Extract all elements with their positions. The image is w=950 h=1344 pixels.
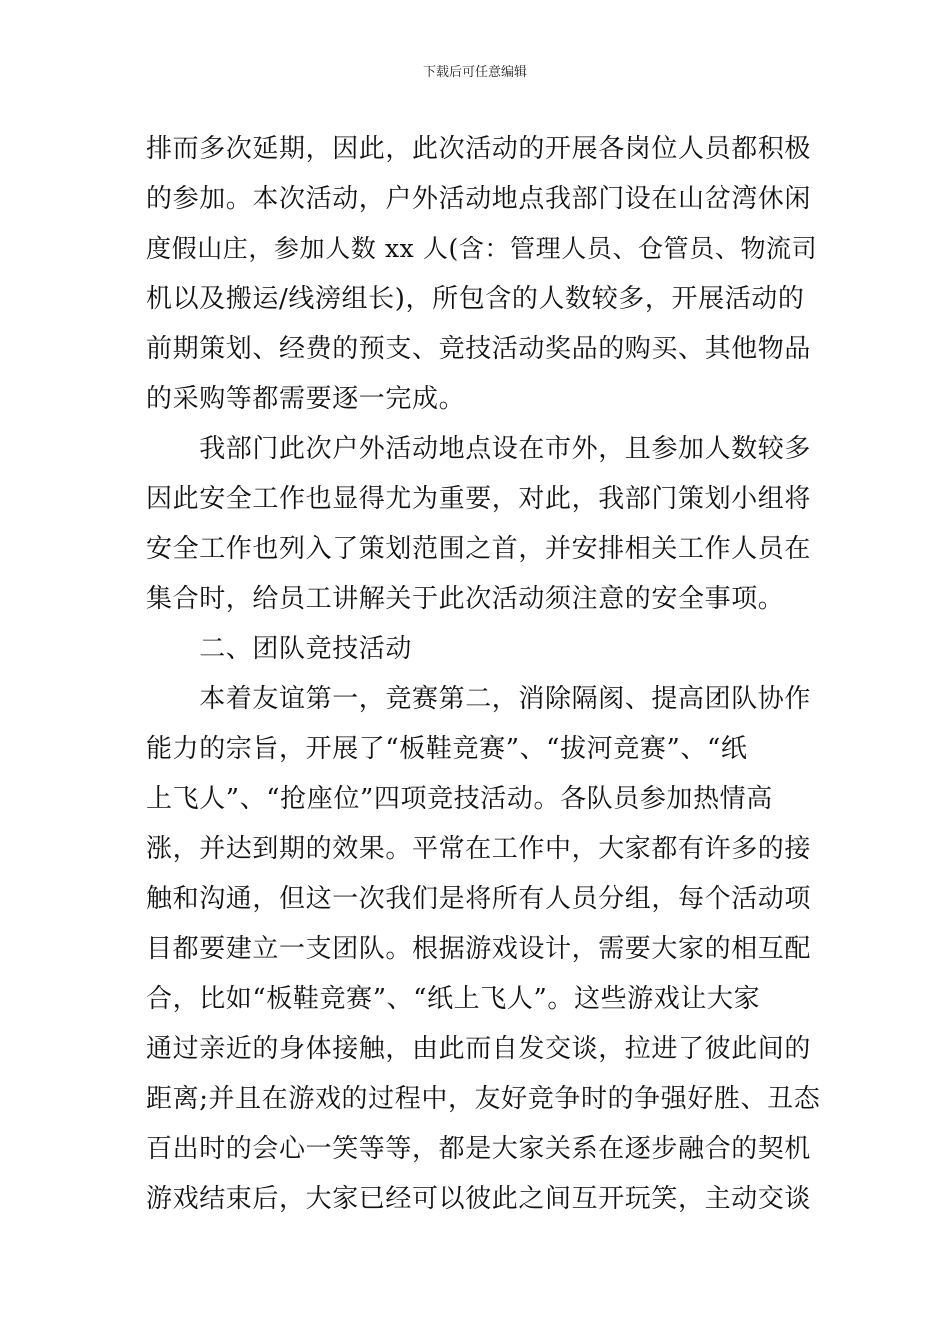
text-line: 涨，并达到期的效果。平常在工作中，大家都有许多的接 <box>146 834 812 864</box>
page-header-note: 下载后可任意编辑 <box>422 65 527 80</box>
text-line: 因此安全工作也显得尤为重要，对此，我部门策划小组将 <box>146 484 812 514</box>
text-line: 游戏结束后，大家已经可以彼此之间互开玩笑，主动交谈 <box>146 1184 812 1214</box>
section-heading: 二、团队竞技活动 <box>146 634 413 664</box>
text-line: 距离;并且在游戏的过程中，友好竞争时的争强好胜、丑态 <box>146 1084 821 1114</box>
text-line: 触和沟通，但这一次我们是将所有人员分组，每个活动项 <box>146 884 812 914</box>
text-line: 排而多次延期，因此，此次活动的开展各岗位人员都积极 <box>146 134 812 164</box>
text-line: 能力的宗旨，开展了“板鞋竞赛”、“拔河竞赛”、“纸 <box>146 734 748 764</box>
text-line: 的参加。本次活动，户外活动地点我部门设在山岔湾休闲 <box>146 184 812 214</box>
text-line: 安全工作也列入了策划范围之首，并安排相关工作人员在 <box>146 534 812 564</box>
text-line: 集合时，给员工讲解关于此次活动须注意的安全事项。 <box>146 584 785 614</box>
text-line: 合，比如“板鞋竞赛”、“纸上飞人”。这些游戏让大家 <box>146 984 761 1014</box>
text-line: 的采购等都需要逐一完成。 <box>146 384 466 414</box>
document-body <box>146 124 826 1224</box>
text-line: 本着友谊第一，竞赛第二，消除隔阂、提高团队协作 <box>146 684 812 714</box>
text-line: 机以及搬运/线滂组长)，所包含的人数较多，开展活动的 <box>146 284 805 314</box>
text-line: 前期策划、经费的预支、竞技活动奖品的购买、其他物品 <box>146 334 812 364</box>
text-line: 通过亲近的身体接触，由此而自发交谈，拉进了彼此间的 <box>146 1034 812 1064</box>
text-line: 度假山庄，参加人数 xx 人(含：管理人员、仓管员、物流司 <box>146 234 818 263</box>
text-line: 我部门此次户外活动地点设在市外，且参加人数较多 <box>146 434 812 464</box>
text-line: 百出时的会心一笑等等，都是大家关系在逐步融合的契机 <box>146 1134 812 1164</box>
text-line: 目都要建立一支团队。根据游戏设计，需要大家的相互配 <box>146 934 812 964</box>
text-line: 上飞人”、“抢座位”四项竞技活动。各队员参加热情高 <box>146 784 773 814</box>
